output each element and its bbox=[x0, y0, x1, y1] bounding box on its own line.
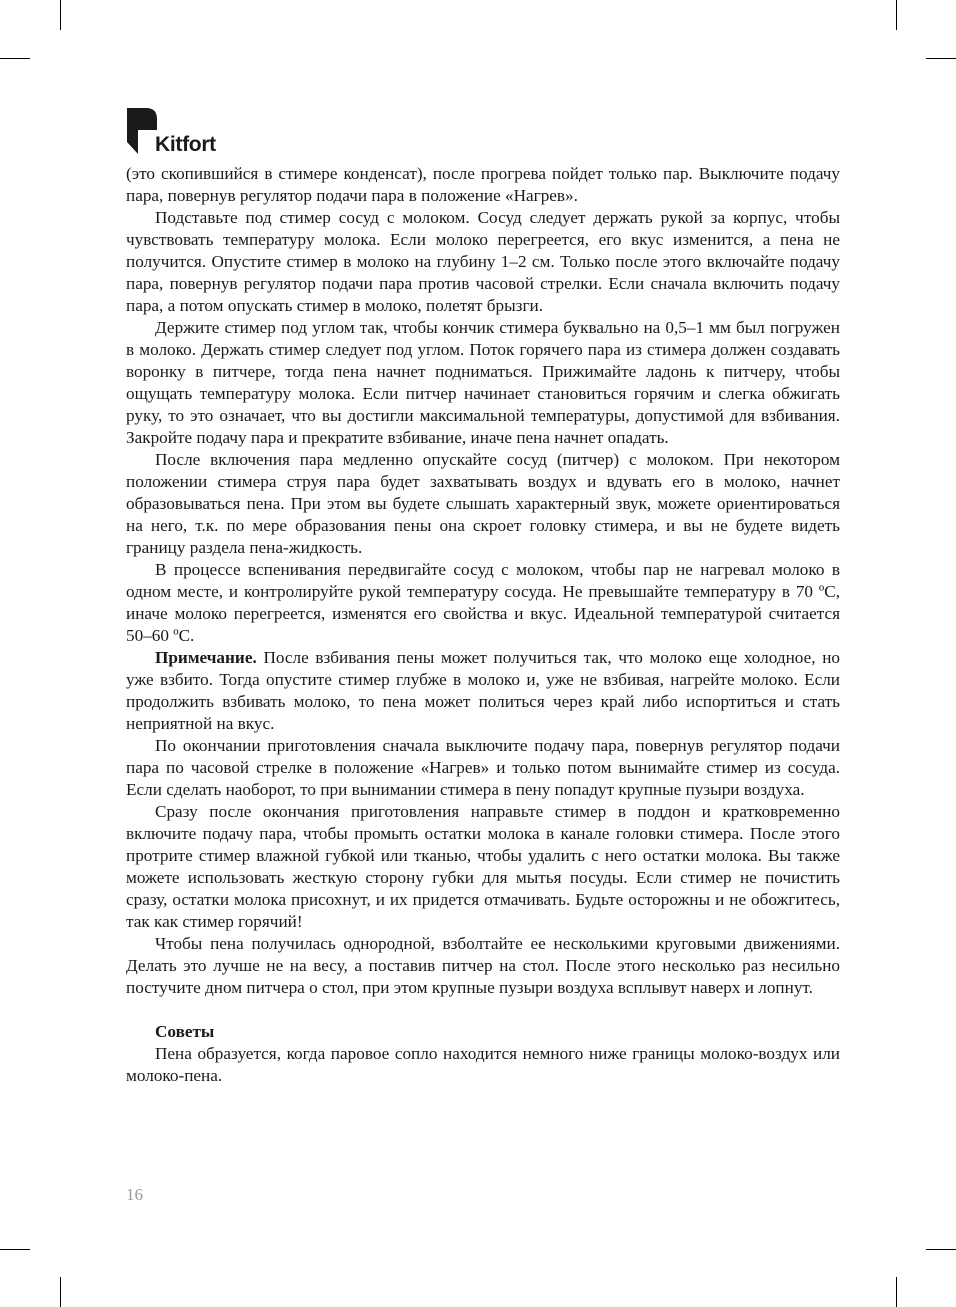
paragraph: Чтобы пена получилась однородной, взболтайте ее несколькими круговыми движениями. Делать это лучше не на весу, а поставив питчер на стол. После этого несколько раз несильно постучите дном питчера о стол, при этом крупные пузыри воздуха всплывут наверх и лопнут. bbox=[126, 934, 840, 997]
paragraph: В процессе вспенивания передвигайте сосуд с молоком, чтобы пар не нагревал молоко в одном месте, и контролируйте рукой температуру сосуда. Не превышайте температуру в 70 ºС, иначе молоко перегреется, изменятся его свойства и вкус. Идеальной температурой считается 50–60 ºС. bbox=[126, 560, 840, 645]
crop-mark-bottom-left bbox=[60, 1277, 61, 1307]
paragraph-continuation: (это скопившийся в стимере конденсат), после прогрева пойдет только пар. Выключите подачу пара, повернув регулятор подачи пара в положение «Нагрев». bbox=[126, 164, 840, 205]
brand-logo bbox=[126, 106, 236, 158]
paragraph: Держите стимер под углом так, чтобы кончик стимера буквально на 0,5–1 мм был погружен в молоко. Держать стимер следует под углом. Поток горячего пара из стимера должен создавать воронку в питчере, тогда пена начнет подниматься. Прижимайте ладонь к питчеру, чтобы ощущать температуру молока. Если питчер начинает становиться горячим и слегка обжигать руку, то это означает, что вы достигли максимальной температуры, допустимой для взбивания. Закройте подачу пара и прекратите взбивание, иначе пена начнет опадать. bbox=[126, 318, 840, 447]
crop-mark-top-left bbox=[60, 0, 61, 30]
crop-mark-top-right-h bbox=[926, 58, 956, 59]
page-number: 16 bbox=[126, 1185, 143, 1204]
crop-mark-bottom-right bbox=[896, 1277, 897, 1307]
tips-text: Пена образуется, когда паровое сопло находится немного ниже границы молоко-воздух или молоко-пена. bbox=[126, 1044, 840, 1085]
tips-heading: Советы bbox=[155, 1022, 215, 1041]
note-text: После взбивания пены может получиться так, что молоко еще холодное, но уже взбито. Тогда опустите стимер глубже в молоко и, уже не взбивая, нагрейте молоко. Если продолжить взбивать молоко, то пена может политься через край либо испортиться и стать неприятной на вкус. bbox=[126, 648, 840, 733]
page-content bbox=[126, 163, 840, 1087]
brand-name: Kitfort bbox=[155, 133, 216, 156]
crop-mark-top-left-h bbox=[0, 58, 30, 59]
paragraph: Подставьте под стимер сосуд с молоком. Сосуд следует держать рукой за корпус, чтобы чувствовать температуру молока. Если молоко перегреется, его вкус изменится, а пена не получится. Опустите стимер в молоко на глубину 1–2 см. Только после этого включайте подачу пара, повернув регулятор подачи пара против часовой стрелки. Если сначала включить подачу пара, а потом опускать стимер в молоко, полетят брызги. bbox=[126, 208, 840, 315]
paragraph: После включения пара медленно опускайте сосуд (питчер) с молоком. При некотором положении стимера струя пара будет захватывать воздух и вдувать его в молоко, начнет образовываться пена. При этом вы будете слышать характерный звук, можете ориентироваться на него, т.к. по мере образования пены она скроет головку стимера, и вы не будете видеть границу раздела пена-жидкость. bbox=[126, 450, 840, 557]
note-paragraph bbox=[126, 647, 840, 735]
crop-mark-top-right bbox=[896, 0, 897, 30]
note-label: Примечание. bbox=[155, 648, 257, 667]
crop-mark-bottom-right-h bbox=[926, 1249, 956, 1250]
crop-mark-bottom-left-h bbox=[0, 1249, 30, 1250]
paragraph: По окончании приготовления сначала выключите подачу пара, повернув регулятор подачи пара по часовой стрелке в положение «Нагрев» и только потом вынимайте стимер из сосуда. Если сделать наоборот, то при вынимании стимера в пену попадут крупные пузыри воздуха. bbox=[126, 736, 840, 799]
paragraph: Сразу после окончания приготовления направьте стимер в поддон и кратковременно включите подачу пара, чтобы промыть остатки молока в канале головки стимера. После этого протрите стимер влажной губкой или тканью, чтобы удалить с него остатки молока. Вы также можете использовать жесткую сторону губки для мытья посуды. Если стимер не почистить сразу, остатки молока присохнут, и их придется отмачивать. Будьте осторожны и не обожгитесь, так как стимер горячий! bbox=[126, 802, 840, 931]
